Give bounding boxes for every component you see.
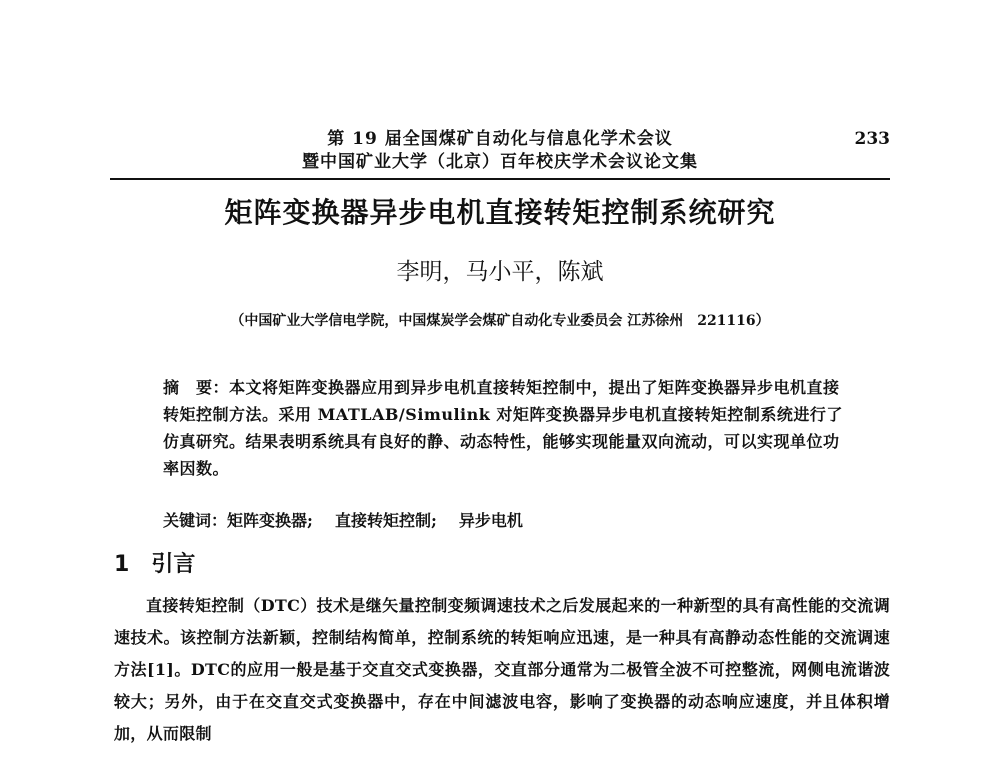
paper-affiliation: （中国矿业大学信电学院，中国煤炭学会煤矿自动化专业委员会 江苏徐州 221116） xyxy=(230,313,770,329)
section-title: 引言 xyxy=(151,552,196,577)
abstract-label: 摘 要： xyxy=(163,378,230,397)
section-heading xyxy=(114,550,614,580)
keyword-item: 异步电机 xyxy=(458,511,523,530)
keyword-item: 矩阵变换器; xyxy=(227,511,313,530)
page-number: 233 xyxy=(854,129,890,149)
keywords xyxy=(163,509,843,533)
keyword-item: 直接转矩控制; xyxy=(334,511,437,530)
conference-title: 第 19 届全国煤矿自动化与信息化学术会议 xyxy=(327,129,673,149)
header-rule xyxy=(110,178,890,180)
abstract-text: 本文将矩阵变换器应用到异步电机直接转矩控制中，提出了矩阵变换器异步电机直接转矩控制方法。采用 MATLAB/Simulink 对矩阵变换器异步电机直接转矩控制系统进行了仿真研究。结果表明系统具有良好的静、动态特性，能够实现能量双向流动，可以实现单位功率因数。 xyxy=(163,378,843,478)
paper-title: 矩阵变换器异步电机直接转矩控制系统研究 xyxy=(224,196,776,229)
proceedings-title: 暨中国矿业大学（北京）百年校庆学术会议论文集 xyxy=(302,152,698,172)
section-number: 1 xyxy=(114,552,130,577)
abstract xyxy=(163,374,843,482)
body-paragraph: 直接转矩控制（DTC）技术是继矢量控制变频调速技术之后发展起来的一种新型的具有高性能的交流调速技术。该控制方法新颖，控制结构简单，控制系统的转矩响应迅速，是一种具有高静动态性能的交流调速方法[1]。DTC的应用一般是基于交直交式变换器，交直部分通常为二极管全波不可控整流，网侧电流谐波较大；另外，由于在交直交式变换器中，存在中间滤波电容，影响了变换器的动态响应速度，并且体积增加，从而限制 xyxy=(114,596,890,743)
paper-authors: 李明，马小平，陈斌 xyxy=(396,259,604,285)
keywords-label: 关键词： xyxy=(163,511,228,530)
running-header xyxy=(110,128,890,178)
